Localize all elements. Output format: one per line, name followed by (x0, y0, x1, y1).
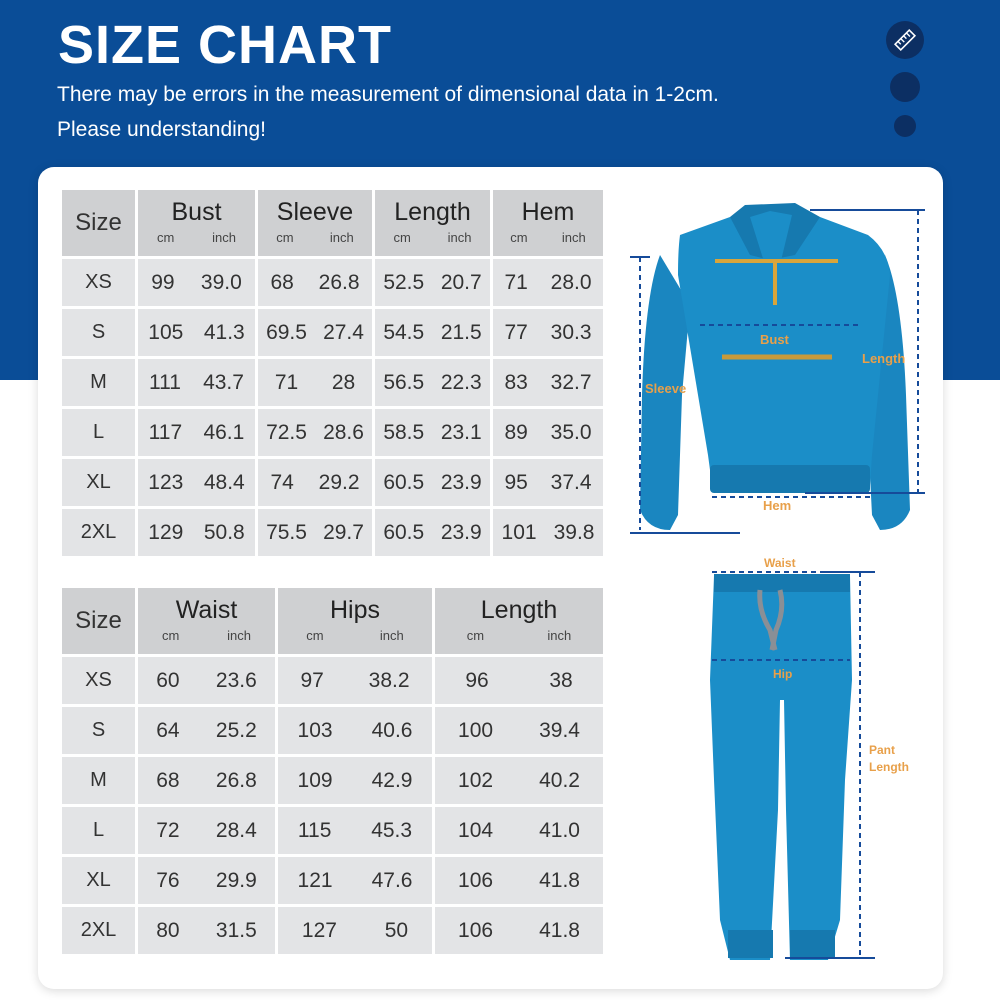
inch-value: 39.8 (553, 520, 595, 544)
size-cell: L (62, 807, 135, 854)
inch-value: 21.5 (440, 320, 482, 344)
size-cell: M (62, 757, 135, 804)
table-row (62, 459, 603, 506)
inch-value: 31.5 (215, 918, 257, 942)
inch-value: 39.0 (200, 270, 242, 294)
cm-value: 75.5 (266, 520, 307, 544)
size-column-header: Size (62, 190, 135, 256)
inch-value: 38.2 (368, 668, 410, 692)
size-cell: XS (62, 259, 135, 306)
size-cell: S (62, 707, 135, 754)
table-row (62, 309, 603, 356)
cm-value: 103 (297, 718, 333, 742)
cm-value: 123 (148, 470, 184, 494)
measurement-cell (258, 509, 372, 556)
inch-value: 22.3 (440, 370, 482, 394)
size-cell: 2XL (62, 907, 135, 954)
cm-value: 111 (149, 370, 181, 394)
cm-value: 97 (300, 668, 324, 692)
inch-value: 48.4 (203, 470, 245, 494)
inch-value: 23.6 (215, 668, 257, 692)
cm-value: 77 (504, 320, 528, 344)
inch-value: 42.9 (371, 768, 413, 792)
inch-value: 23.1 (440, 420, 482, 444)
cm-value: 60.5 (383, 520, 425, 544)
column-header-length: Length cm inch (375, 190, 490, 256)
length-label: Length (862, 351, 906, 366)
sleeve-label: Sleeve (645, 381, 687, 396)
inch-value: 29.2 (318, 470, 360, 494)
measurement-cell (435, 907, 603, 954)
hip-label: Hip (773, 667, 793, 681)
size-cell: XS (62, 657, 135, 704)
measurement-cell (493, 459, 603, 506)
inch-value: 32.7 (550, 370, 592, 394)
cm-value: 58.5 (383, 420, 425, 444)
measurement-cell (435, 657, 603, 704)
cm-value: 115 (297, 818, 332, 842)
inch-value: 25.2 (215, 718, 257, 742)
cm-value: 106 (458, 868, 494, 892)
inch-value: 50.8 (203, 520, 245, 544)
measurement-cell (493, 309, 603, 356)
jacket-illustration (620, 195, 940, 545)
cm-value: 80 (156, 918, 180, 942)
measurement-cell (258, 459, 372, 506)
table-row (62, 907, 603, 954)
table-row (62, 707, 603, 754)
cm-value: 100 (458, 718, 494, 742)
cm-value: 68 (270, 270, 294, 294)
measurement-cell (375, 459, 490, 506)
cm-value: 69.5 (266, 320, 307, 344)
measurement-cell (138, 707, 275, 754)
table-row (62, 259, 603, 306)
measurement-cell (278, 857, 432, 904)
size-cell: M (62, 359, 135, 406)
cm-value: 64 (156, 718, 180, 742)
table-row (62, 807, 603, 854)
inch-value: 40.6 (371, 718, 413, 742)
inch-value: 45.3 (371, 818, 413, 842)
decorative-dot (890, 72, 920, 102)
inch-value: 39.4 (539, 718, 580, 742)
cm-value: 68 (156, 768, 180, 792)
cm-value: 74 (270, 470, 294, 494)
pant-length-label-line2: Length (869, 760, 909, 774)
inch-value: 29.9 (215, 868, 257, 892)
size-column-header: Size (62, 588, 135, 654)
measurement-cell (258, 409, 372, 456)
cm-value: 117 (148, 420, 183, 444)
waist-label: Waist (764, 556, 796, 570)
cm-value: 60 (156, 668, 180, 692)
measurement-cell (375, 259, 490, 306)
inch-value: 20.7 (440, 270, 482, 294)
cm-value: 72.5 (266, 420, 307, 444)
table-row (62, 657, 603, 704)
inch-value: 28.6 (323, 420, 364, 444)
cm-value: 106 (458, 918, 494, 942)
inch-value: 40.2 (539, 768, 580, 792)
inch-value: 37.4 (550, 470, 592, 494)
cm-value: 83 (504, 370, 528, 394)
ruler-icon (886, 21, 924, 59)
size-cell: XL (62, 857, 135, 904)
measurement-cell (278, 657, 432, 704)
cm-value: 96 (465, 668, 489, 692)
inch-value: 28 (331, 370, 356, 394)
table-row (62, 857, 603, 904)
column-header-length: Length cm inch (435, 588, 603, 654)
inch-value: 38 (549, 668, 573, 692)
inch-value: 46.1 (203, 420, 245, 444)
cm-value: 71 (504, 270, 528, 294)
size-cell: 2XL (62, 509, 135, 556)
column-header-hem: Hem cm inch (493, 190, 603, 256)
pants-shape (710, 574, 852, 960)
measurement-cell (435, 807, 603, 854)
cm-value: 105 (148, 320, 184, 344)
measurement-cell (435, 857, 603, 904)
column-header-hips: Hips cm inch (278, 588, 432, 654)
column-header-sleeve: Sleeve cm inch (258, 190, 372, 256)
cm-value: 95 (504, 470, 528, 494)
measurement-cell (375, 309, 490, 356)
cm-value: 102 (458, 768, 494, 792)
inch-value: 47.6 (371, 868, 413, 892)
measurement-cell (138, 757, 275, 804)
cm-value: 121 (297, 868, 333, 892)
inch-value: 43.7 (203, 370, 244, 394)
measurement-cell (138, 657, 275, 704)
table-row (62, 757, 603, 804)
decorative-dot (894, 115, 916, 137)
bust-label: Bust (760, 332, 789, 347)
inch-value: 41.8 (539, 868, 580, 892)
inch-value: 23.9 (440, 520, 482, 544)
column-header-waist: Waist cm inch (138, 588, 275, 654)
inch-value: 26.8 (318, 270, 360, 294)
measurement-cell (138, 359, 255, 406)
measurement-cell (493, 509, 603, 556)
measurement-cell (375, 359, 490, 406)
cm-value: 71 (274, 370, 299, 394)
jacket-shape (640, 203, 910, 530)
cm-value: 60.5 (383, 470, 425, 494)
bottom-size-table (59, 585, 606, 957)
measurement-cell (258, 359, 372, 406)
size-cell: L (62, 409, 135, 456)
size-cell: XL (62, 459, 135, 506)
cm-value: 89 (504, 420, 528, 444)
page-title: SIZE CHART (58, 15, 392, 75)
inch-value: 29.7 (323, 520, 364, 544)
measurement-cell (138, 309, 255, 356)
pants-illustration (700, 560, 880, 965)
measurement-cell (493, 409, 603, 456)
cm-value: 101 (501, 520, 537, 544)
inch-value: 23.9 (440, 470, 482, 494)
pant-length-label-line1: Pant (869, 743, 896, 757)
cm-value: 76 (156, 868, 180, 892)
measurement-cell (138, 857, 275, 904)
cm-value: 129 (148, 520, 184, 544)
cm-value: 104 (458, 818, 494, 842)
inch-value: 26.8 (215, 768, 257, 792)
top-size-table (59, 187, 606, 559)
measurement-cell (138, 409, 255, 456)
measurement-cell (493, 259, 603, 306)
hem-label: Hem (763, 498, 792, 513)
inch-value: 41.0 (539, 818, 580, 842)
inch-value: 28.4 (215, 818, 257, 842)
inch-value: 35.0 (550, 420, 592, 444)
measurement-cell (278, 907, 432, 954)
subtitle-line-1: There may be errors in the measurement of dimensional data in 1-2cm. (57, 83, 719, 106)
measurement-cell (493, 359, 603, 406)
measurement-cell (138, 807, 275, 854)
cm-value: 56.5 (383, 370, 425, 394)
cm-value: 127 (301, 918, 337, 942)
cm-value: 109 (297, 768, 333, 792)
inch-value: 30.3 (550, 320, 592, 344)
cm-value: 72 (156, 818, 180, 842)
measurement-cell (138, 259, 255, 306)
table-row (62, 359, 603, 406)
cm-value: 54.5 (383, 320, 425, 344)
inch-value: 28.0 (550, 270, 592, 294)
inch-value: 27.4 (323, 320, 364, 344)
measurement-cell (375, 509, 490, 556)
measurement-cell (138, 509, 255, 556)
cm-value: 99 (151, 270, 175, 294)
measurement-cell (278, 757, 432, 804)
cm-value: 52.5 (383, 270, 425, 294)
inch-value: 41.8 (539, 918, 580, 942)
measurement-cell (435, 707, 603, 754)
measurement-cell (278, 807, 432, 854)
measurement-cell (375, 409, 490, 456)
table-row (62, 509, 603, 556)
measurement-cell (258, 259, 372, 306)
inch-value: 50 (384, 918, 409, 942)
table-row (62, 409, 603, 456)
column-header-bust: Bust cm inch (138, 190, 255, 256)
measurement-cell (138, 459, 255, 506)
measurement-cell (138, 907, 275, 954)
measurement-cell (278, 707, 432, 754)
subtitle-line-2: Please understanding! (57, 118, 266, 141)
size-cell: S (62, 309, 135, 356)
measurement-cell (435, 757, 603, 804)
measurement-cell (258, 309, 372, 356)
inch-value: 41.3 (203, 320, 245, 344)
